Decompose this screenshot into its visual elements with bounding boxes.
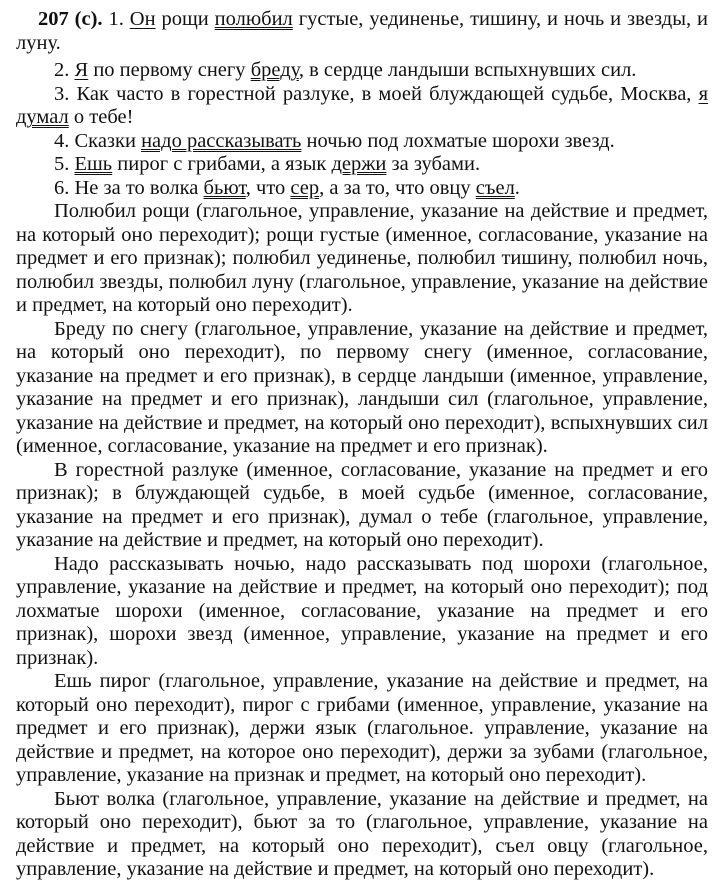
predicate-word: держи <box>331 153 387 175</box>
sentence-text: 6. Не за то волка <box>54 176 204 199</box>
sentence-text: . <box>514 176 520 199</box>
sentence-text: ночью под лохматые шорохи звезд. <box>301 129 615 152</box>
analysis-paragraph-1: Полюбил рощи (глагольное, управление, указание на действие и предмет, на который оно переходит); рощи густые (именное, согласование, указание на предмет и его признак); полюбил уединенье, полюбил тишину, полюбил ночь, полюбил звезды, полюбил луну (глагольное, управление, указание на действие и предмет, на который оно переходит). <box>16 200 708 316</box>
sentence-text: 5. <box>54 153 75 175</box>
predicate-word: бреду <box>250 59 299 81</box>
exercise-line-1 <box>16 8 708 55</box>
sentence-text: рощи <box>155 8 215 30</box>
exercise-line-2 <box>54 59 708 83</box>
exercise-line-5 <box>54 153 708 177</box>
predicate-word: Ешь <box>74 153 113 175</box>
subject-word: я <box>698 82 708 105</box>
sentence-text: , что <box>245 176 291 199</box>
analysis-paragraph-4: Надо рассказывать ночью, надо рассказывать под шорохи (глагольное, управление, указание на действие и предмет, на который оно переходит); под лохматые шорохи (именное, согласование, указание на предмет и его признак), шорохи звезд (именное, управление, указание на предмет и его признак). <box>16 552 708 669</box>
sentence-text: о тебе! <box>68 106 134 128</box>
predicate-word: надо рассказывать <box>141 129 302 152</box>
sentence-text: за зубами. <box>386 153 481 175</box>
exercise-line-4 <box>54 130 708 154</box>
sentence-text: , а за то, что овцу <box>319 176 476 199</box>
predicate-word: съел <box>475 176 515 199</box>
sentence-text: 3. Как часто в горестной разлуке, в моей блуждающей судьбе, Москва, <box>54 82 699 105</box>
analysis-paragraph-6: Бьют волка (глагольное, управление, указание на действие и предмет, на который оно переходит), бьют за то (глагольное, управление, указание на действие и предмет, на который оно переходит), съел овцу (глагольное, управление, указание на действие и предмет, на который оно переходит). <box>16 787 708 880</box>
predicate-word: думал <box>16 106 69 128</box>
analysis-paragraph-2: Бреду по снегу (глагольное, управление, указание на действие и предмет, на который оно переходит), по первому снегу (именное, согласование, указание на предмет и его признак), в сердце ландыши (именное, управление, указание на предмет и его признак), ландыши сил (глагольное, управление, указание на действие и предмет, на который оно переходит), вспыхнувших сил (именное, согласование, указание на предмет и его признак). <box>16 317 708 457</box>
sentence-text: густые, уединенье, тишину, и ночь и звезды, и луну. <box>16 8 708 54</box>
sentence-text: 4. Сказки <box>54 129 142 152</box>
sentence-number: 1. <box>108 8 124 30</box>
subject-word: Он <box>129 8 156 30</box>
sentence-text: по первому снегу <box>88 59 251 81</box>
sentence-text: пирог с грибами, а язык <box>112 153 332 175</box>
exercise-line-6 <box>54 177 708 201</box>
predicate-word: полюбил <box>214 8 293 30</box>
predicate-word: сер <box>290 176 320 199</box>
analysis-paragraph-5: Ешь пирог (глагольное, управление, указание на действие и предмет, на который оно переходит), пирог с грибами (именное, управление, указание на предмет и его признак), держи язык (глагольное. управление, указание на действие и предмет, на которое оно переходит), держи за зубами (глагольное, управление, указание на признак и предмет, на который оно переходит). <box>16 670 708 786</box>
analysis-paragraph-3: В горестной разлуке (именное, согласование, указание на предмет и его признак); в блуждающей судьбе, в моей судьбе (именное, согласование, указание на предмет и его признак), думал о тебе (глагольное, управление, указание на действие и предмет, на который оно переходит). <box>16 458 708 551</box>
task-number: 207 (с). <box>38 8 103 30</box>
sentence-text: , в сердце ландыши вспыхнувших сил. <box>298 59 637 81</box>
predicate-word: бьют <box>203 176 246 199</box>
subject-word: Я <box>74 59 89 81</box>
sentence-number: 2. <box>54 59 70 81</box>
exercise-line-3 <box>16 83 708 130</box>
